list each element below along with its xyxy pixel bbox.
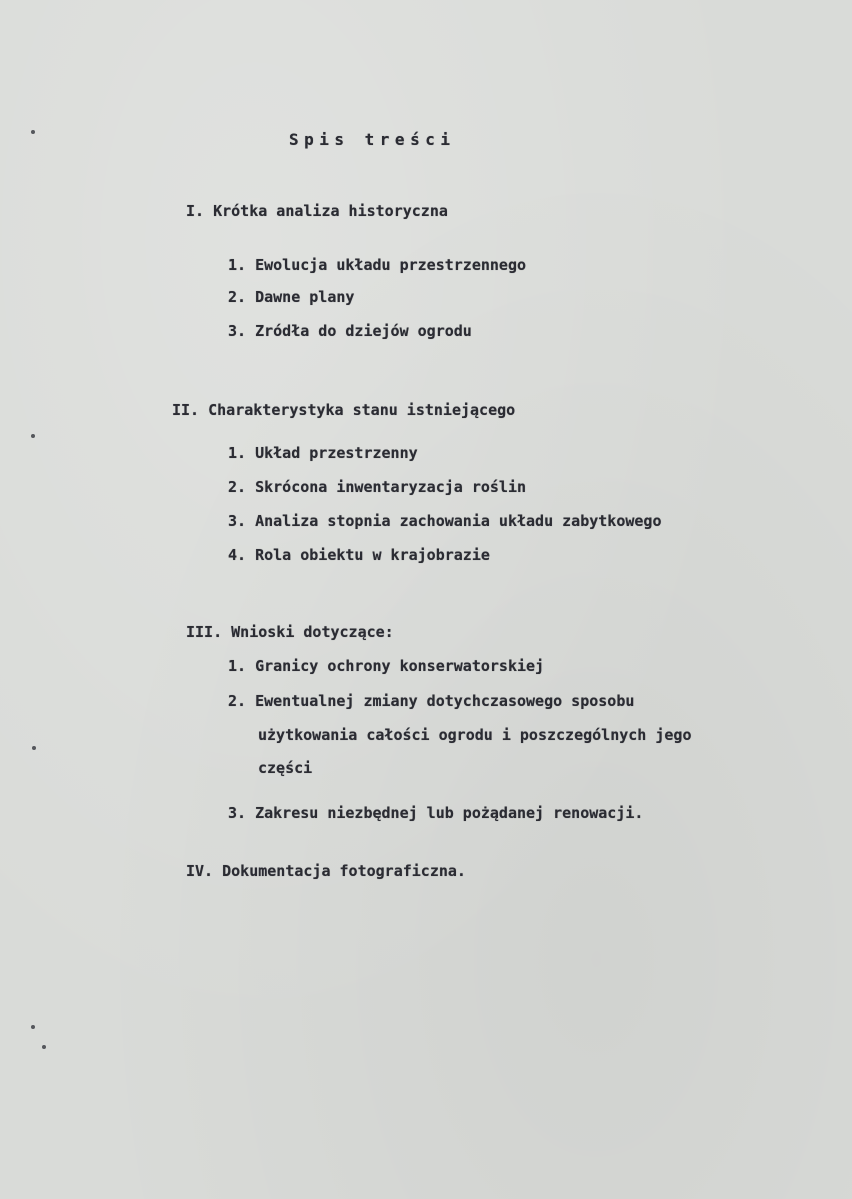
section-number: I.	[186, 202, 205, 220]
section-label: Wnioski dotyczące:	[231, 623, 394, 641]
toc-item	[228, 512, 661, 530]
punch-mark	[31, 1025, 35, 1029]
item-number: 1.	[228, 657, 247, 675]
toc-item	[228, 288, 354, 306]
punch-mark	[32, 746, 36, 750]
punch-mark	[42, 1045, 46, 1049]
toc-item	[228, 478, 526, 496]
section-iii-heading	[186, 623, 394, 641]
section-i-heading	[186, 202, 448, 220]
item-label: Granicy ochrony konserwatorskiej	[255, 657, 545, 675]
punch-mark	[31, 434, 35, 438]
toc-item	[228, 256, 526, 274]
section-number: II.	[172, 401, 200, 419]
toc-item	[228, 444, 418, 462]
item-label: Analiza stopnia zachowania układu zabytkowego	[255, 512, 662, 530]
section-label: Dokumentacja fotograficzna.	[222, 862, 466, 880]
section-label: Krótka analiza historyczna	[213, 202, 448, 220]
item-label-line-1: Ewentualnej zmiany dotychczasowego sposobu	[255, 692, 635, 710]
item-label-line-2: użytkowania całości ogrodu i poszczególnych jego	[258, 726, 692, 744]
item-number: 2.	[228, 692, 247, 710]
section-number: IV.	[186, 862, 214, 880]
item-label: Zakresu niezbędnej lub pożądanej renowacji.	[255, 804, 644, 822]
item-label: Dawne plany	[255, 288, 355, 306]
item-number: 2.	[228, 288, 247, 306]
page-title: Spis treści	[289, 130, 456, 149]
toc-item	[228, 657, 544, 675]
punch-mark	[31, 130, 35, 134]
toc-item	[228, 692, 634, 710]
item-label: Ewolucja układu przestrzennego	[255, 256, 527, 274]
item-number: 3.	[228, 804, 247, 822]
toc-item	[228, 804, 643, 822]
section-ii-heading	[172, 401, 515, 419]
item-number: 3.	[228, 512, 247, 530]
item-label: Skrócona inwentaryzacja roślin	[255, 478, 527, 496]
item-label: Rola obiektu w krajobrazie	[255, 546, 490, 564]
item-label: Zródła do dziejów ogrodu	[255, 322, 472, 340]
toc-item	[228, 546, 490, 564]
item-number: 1.	[228, 256, 247, 274]
item-number: 1.	[228, 444, 247, 462]
item-number: 2.	[228, 478, 247, 496]
toc-item	[228, 322, 472, 340]
item-label-line-3: części	[258, 759, 313, 777]
section-number: III.	[186, 623, 223, 641]
item-number: 3.	[228, 322, 247, 340]
item-number: 4.	[228, 546, 247, 564]
item-label: Układ przestrzenny	[255, 444, 418, 462]
section-label: Charakterystyka stanu istniejącego	[208, 401, 516, 419]
section-iv-heading	[186, 862, 466, 880]
